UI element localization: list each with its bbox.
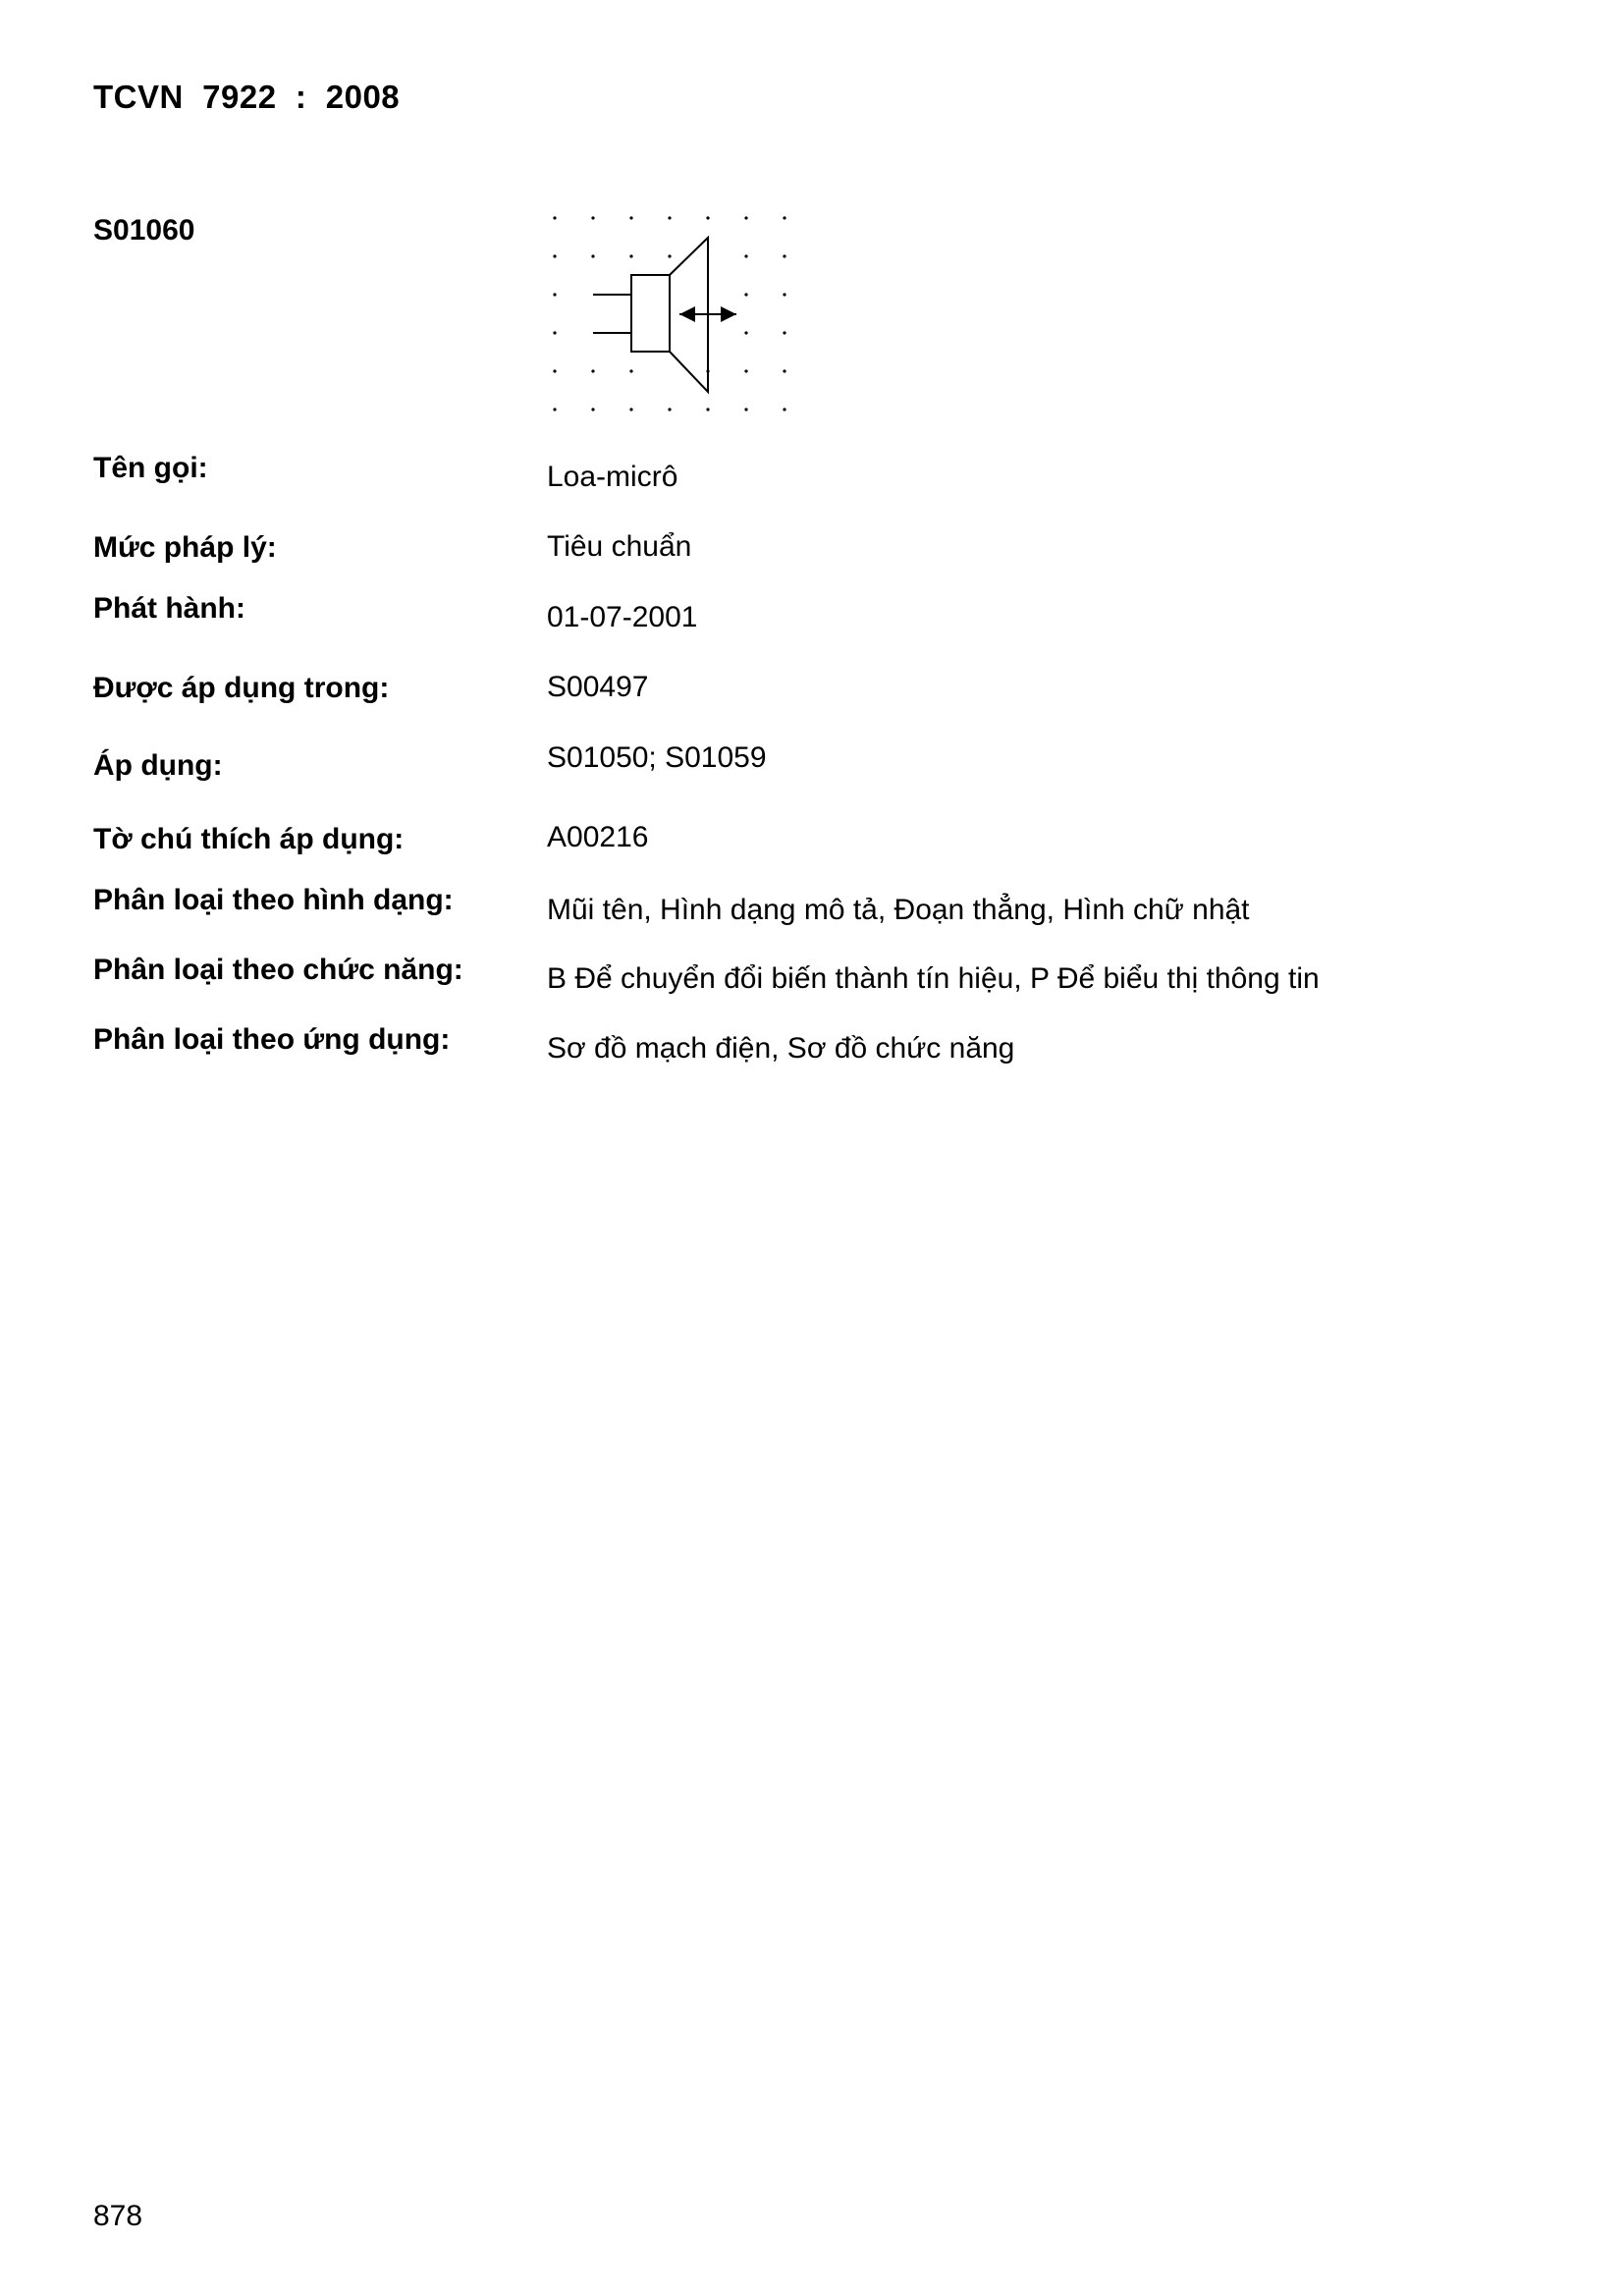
label-release: Phát hành: [93, 592, 245, 625]
label-legal-level: Mức pháp lý: [93, 531, 277, 564]
page-number: 878 [93, 2200, 143, 2232]
value-name: Loa-micrô [547, 461, 678, 493]
loudspeaker-microphone-symbol-icon [545, 210, 800, 421]
value-annotation-sheet: A00216 [547, 821, 649, 853]
symbol-code: S01060 [93, 214, 195, 246]
label-function-classification: Phân loại theo chức năng: [93, 954, 463, 986]
value-applies: S01050; S01059 [547, 741, 767, 774]
value-release: 01-07-2001 [547, 601, 698, 633]
value-applied-in: S00497 [547, 671, 649, 703]
value-shape-classification: Mũi tên, Hình dạng mô tả, Đoạn thẳng, Hình chữ nhật [547, 894, 1250, 926]
value-application-classification: Sơ đồ mạch điện, Sơ đồ chức năng [547, 1032, 1015, 1065]
label-annotation-sheet: Tờ chú thích áp dụng: [93, 823, 405, 855]
value-function-classification: B Để chuyển đổi biến thành tín hiệu, P Để biểu thị thông tin [547, 962, 1320, 995]
label-shape-classification: Phân loại theo hình dạng: [93, 884, 454, 916]
label-name: Tên gọi: [93, 452, 208, 484]
label-application-classification: Phân loại theo ứng dụng: [93, 1023, 451, 1056]
label-applied-in: Được áp dụng trong: [93, 672, 390, 704]
standard-number: TCVN 7922 : 2008 [93, 79, 401, 115]
value-legal-level: Tiêu chuẩn [547, 530, 692, 563]
label-applies: Áp dụng: [93, 749, 223, 782]
